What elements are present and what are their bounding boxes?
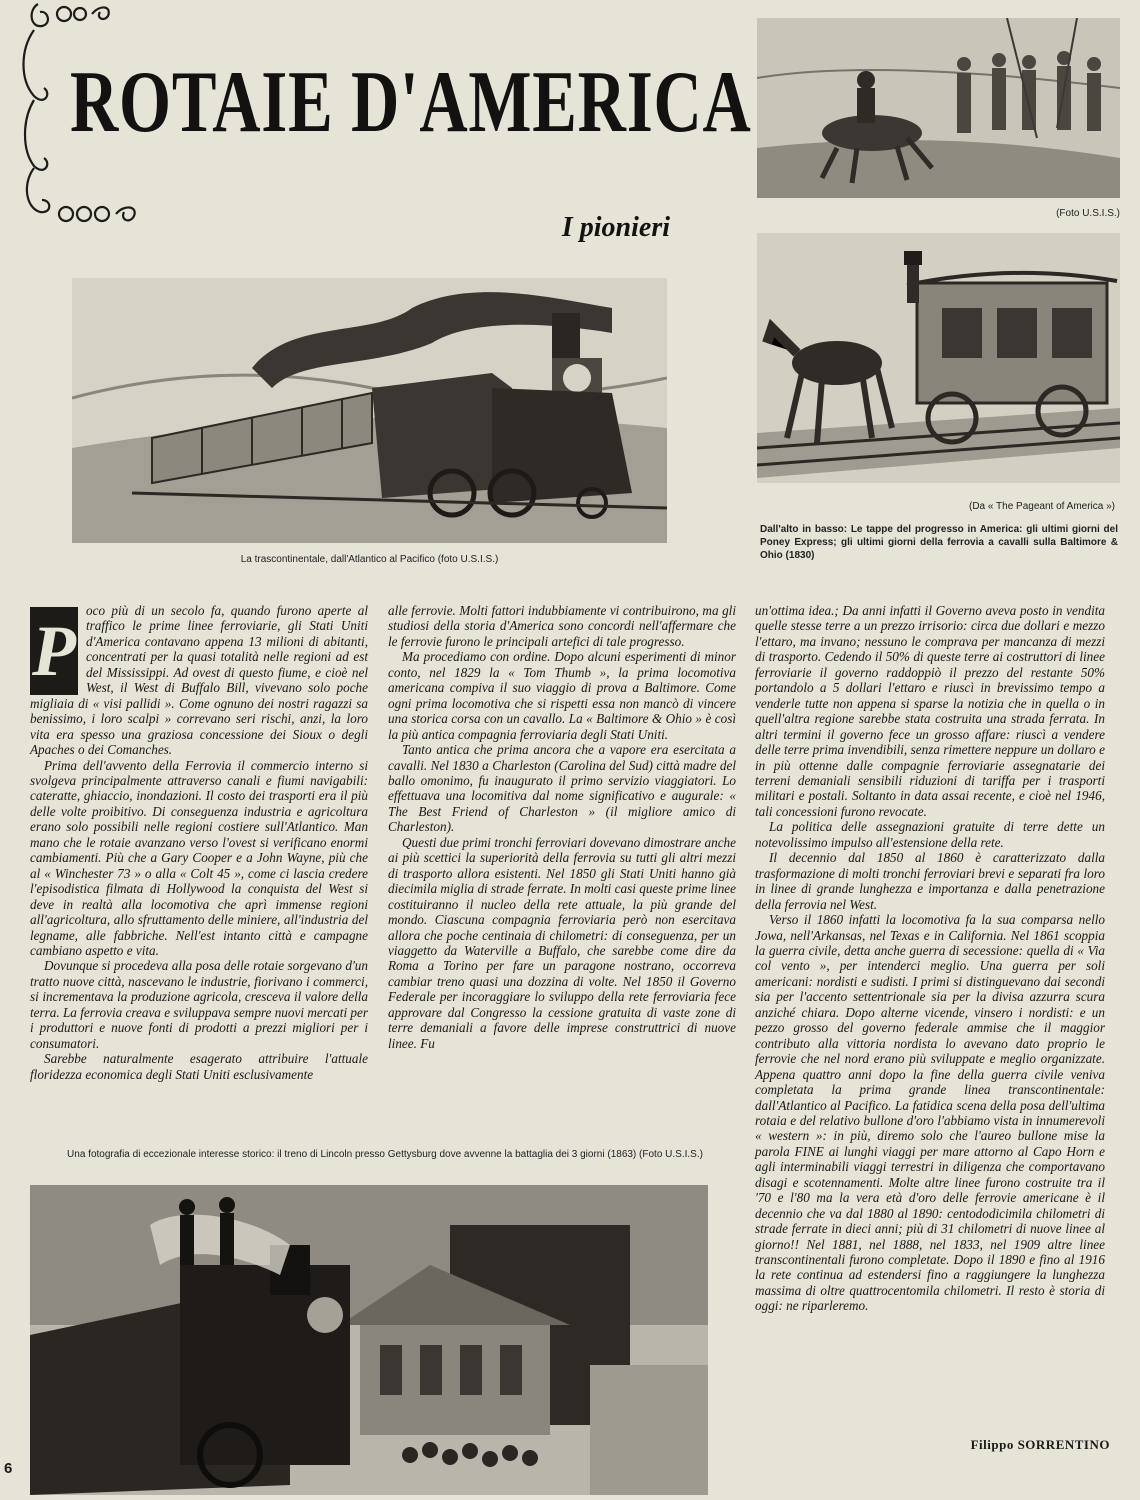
paragraph: Verso il 1860 infatti la locomotiva fa la sua comparsa nello Jowa, nell'Arkansas, nel Texas e in California. Nel 1861 scoppia la guerra civile, detta anche guerra di secessione: quella di « Via col vento », per intenderci meglio. Una guerra per soli americani: nordisti e sudisti. I primi si distinguevano dai secondi sia per l'accento settentrionale sia per la divisa azzurra scura anziché chiara. Dopo alterne vicende, vinsero i nordisti: e un pezzo grosso del governo federale ammise che il maggior contributo alla vittoria nordista lo avevano dato proprio le ferrovie che nel nord erano più sviluppate e meglio organizzate. Appena quattro anni dopo la fine della guerra civile veniva completata la prima grande linea transcontinentale: dall'Atlantico al Pacifico. La fatidica scena della posa dell'ultima rotaia e del relativo bullone d'oro l'abbiamo vista in innumerevoli « western »: in più, diremo solo che l'aureo bullone mise la parola FINE ai lunghi viaggi per mare attorno al Capo Horn e agli interminabili viaggi terrestri in diligenza che comportavano disagi e scotennamenti. Molte altre linee furono costruite tra il '70 e l'80 ma la vera età d'oro delle ferrovie americane è il decennio che va dal 1880 al 1890: centododicimila chilometri di strade ferrate in dieci anni; più di 31 chilometri di nuove linee al giorno!! Nel 1881, nel 1888, nel 1833, nel 1909 altre linee transcontinentali furono completate. Dopo il 1890 e fino al 1916 la rete continua ad estendersi fino a raggiungere la lunghezza massima di oltre quattrocentomila chilometri. Il resto è storia di oggi: ne riparleremo. bbox=[755, 912, 1105, 1314]
paragraph: Prima dell'avvento della Ferrovia il commercio interno si svolgeva principalmente attraverso canali e fiumi navigabili: cateratte, ghiaccio, inondazioni. Il costo dei trasporti era il più delle volte proibitivo. Di conseguenza industria e agricoltura erano solo possibili nelle regioni costiere sull'Atlantico. Man mano che le rotaie avanzano verso l'ovest si verificano enormi cambiamenti. Più che a Gary Cooper e a John Wayne, più che al « Winchester 73 » o alla « Colt 45 », come ci lascia credere l'episodistica filmata di Hollywood la conquista del West si deve in realtà alla locomotiva che aprì immense regioni all'agricoltura, allo sfruttamento delle miniere, all'industria del legname, alle fabbriche. Nell'est intanto città e campagne cambiano aspetto e vita. bbox=[30, 757, 368, 958]
article-column-3 bbox=[755, 603, 1105, 1431]
article-title: ROTAIE D'AMERICA bbox=[70, 54, 752, 151]
paragraph: Il decennio dal 1850 al 1860 è caratterizzato dalla trasformazione di molti tronchi ferroviari brevi e separati fra loro in linee di grande lunghezza e importanza e dalla penetrazione della ferrovia nel West. bbox=[755, 850, 1105, 912]
page-number: 6 bbox=[4, 1460, 13, 1477]
paragraph: La politica delle assegnazioni gratuite di terre dette un notevolissimo impulso all'estensione della rete. bbox=[755, 819, 1105, 850]
photo-transcontinental-train bbox=[72, 278, 667, 543]
paragraph: Questi due primi tronchi ferroviari dovevano dimostrare anche ai più scettici la superiorità della ferrovia su tutti gli altri mezzi di trasporto allora esistenti. Nel 1850 gli Stati Uniti hanno già diecimila miglia di strade ferrate. In molti casi queste prime linee costituiranno il nucleo della rete attuale, la più grande del mondo. Ciascuna compagnia ferroviaria però non esercitava allora che poche centinaia di chilometri: di conseguenza, per un viaggetto da Waterville a Buffalo, che sarebbe come dire da Roma a Torino per fare un paragone nostrano, occorreva cambiar treno quasi una dozzina di volte. Nel 1850 il Governo Federale per incoraggiare lo sviluppo della rete ferroviaria fece approvare dal Congresso la cessione gratuita di vaste zone di terre demaniali a favore delle imprese construttrici di nuove linee. Fu bbox=[388, 834, 736, 1051]
paragraph: Sarebbe naturalmente esagerato attribuire l'attuale floridezza economica degli Stati Uniti esclusivamente bbox=[30, 1051, 368, 1082]
article-column-2 bbox=[388, 603, 736, 1051]
photo-pony-express bbox=[757, 18, 1120, 198]
drop-cap: P bbox=[30, 607, 78, 695]
credit-top-right: (Foto U.S.I.S.) bbox=[1056, 208, 1120, 219]
photo-horse-railcar bbox=[757, 233, 1120, 483]
article-column-1 bbox=[30, 603, 368, 1082]
paragraph: Ma procediamo con ordine. Dopo alcuni esperimenti di minor conto, nel 1829 la « Tom Thumb », la prima locomotiva americana compiva il suo viaggio di prova a Baltimore. Come ogni prima locomotiva che si rispetti essa non mancò di vincere una storica corsa con un cavallo. La « Baltimore & Ohio » è così la più antica compagnia ferroviaria degli Stati Uniti. bbox=[388, 649, 736, 742]
photo-lincoln-train bbox=[30, 1185, 708, 1495]
article-subtitle: I pionieri bbox=[561, 212, 670, 243]
author-byline: Filippo SORRENTINO bbox=[970, 1437, 1110, 1452]
credit-middle-right: (Da « The Pageant of America ») bbox=[968, 501, 1115, 512]
paragraph: Tanto antica che prima ancora che a vapore era esercitata a cavalli. Nel 1830 a Charleston (Carolina del Sud) città madre del ballo omonimo, fu inaugurato il primo servizio viaggiatori. Lo effettuava una locomitiva dal nome significativo e augurale: « The Best Friend of Charleston » (il migliore amico di Charleston). bbox=[388, 742, 736, 835]
caption-middle-right: Dall'alto in basso: Le tappe del progresso in America: gli ultimi giorni del Poney Express; gli ultimi giorni della ferrovia a cavalli sulla Baltimore & Ohio (1830) bbox=[760, 524, 1118, 561]
paragraph: un'ottima idea.; Da anni infatti il Governo aveva posto in vendita quelle stesse terre a un prezzo irrisorio: circa due dollari e mezzo l'ettaro, ma invano; nessuno le comprava per mancanza di mezzi di trasporto. Cedendo il 50% di queste terre ai costruttori di linee ferroviarie il governo raddoppiò il prezzo del restante 50% portandolo a 5 dollari l'ettaro e riuscì in brevissimo tempo a venderle tutte non appena si sparse la notizia che in quella o in quell'altra regione sarebbe stata costruita una strada ferrata. In altri termini il governo fece un grosso affare: riuscì a vendere delle terre prima invendibili, senza rimettere neppure un dollaro e in più ottenne dalle compagnie ferroviarie assegnatarie dei terreni demaniali sensibili riduzioni di tariffa per i trasporti militari e postali. Soltanto in data assai recente, e cioè nel 1946, tali concessioni furono revocate. bbox=[755, 603, 1105, 819]
paragraph: Dovunque si procedeva alla posa delle rotaie sorgevano d'un tratto nuove città, nascevano le industrie, fiorivano i commerci, si incrementava la produzione agricola, cresceva il valore della terra. La ferrovia creava e sviluppava sempre nuovi mercati per i produttori e nuove fonti di prodotti a prezzi migliori per i consumatori. bbox=[30, 958, 368, 1051]
paragraph: oco più di un secolo fa, quando furono aperte al traffico le prime linee ferroviarie, gli Stati Uniti d'America contavano appena 13 milioni di abitanti, concentrati per la quasi totalità nelle regioni ad est del Mississippi. Ad ovest di questo fiume, e cioè nel West, il West di Buffalo Bill, vivevano solo poche migliaia di « visi pallidi ». Come ognuno dei nostri ragazzi sa benissimo, i loro scalpi » correvano seri rischi, anzi, la loro vita era spesso una graziosa concessione dei Sioux o degli Apaches o dei Comanches. bbox=[30, 603, 368, 758]
caption-main-photo: La trascontinentale, dall'Atlantico al Pacifico (foto U.S.I.S.) bbox=[240, 554, 499, 565]
paragraph: alle ferrovie. Molti fattori indubbiamente vi contribuirono, ma gli studiosi della storia d'America sono concordi nell'affermare che le ferrovie furono le principali artefici di tale progresso. bbox=[388, 603, 736, 649]
caption-bottom-photo: Una fotografia di eccezionale interesse storico: il treno di Lincoln presso Gettysburg dove avvenne la battaglia dei 3 giorni (1863) (Foto U.S.I.S.) bbox=[67, 1149, 703, 1160]
